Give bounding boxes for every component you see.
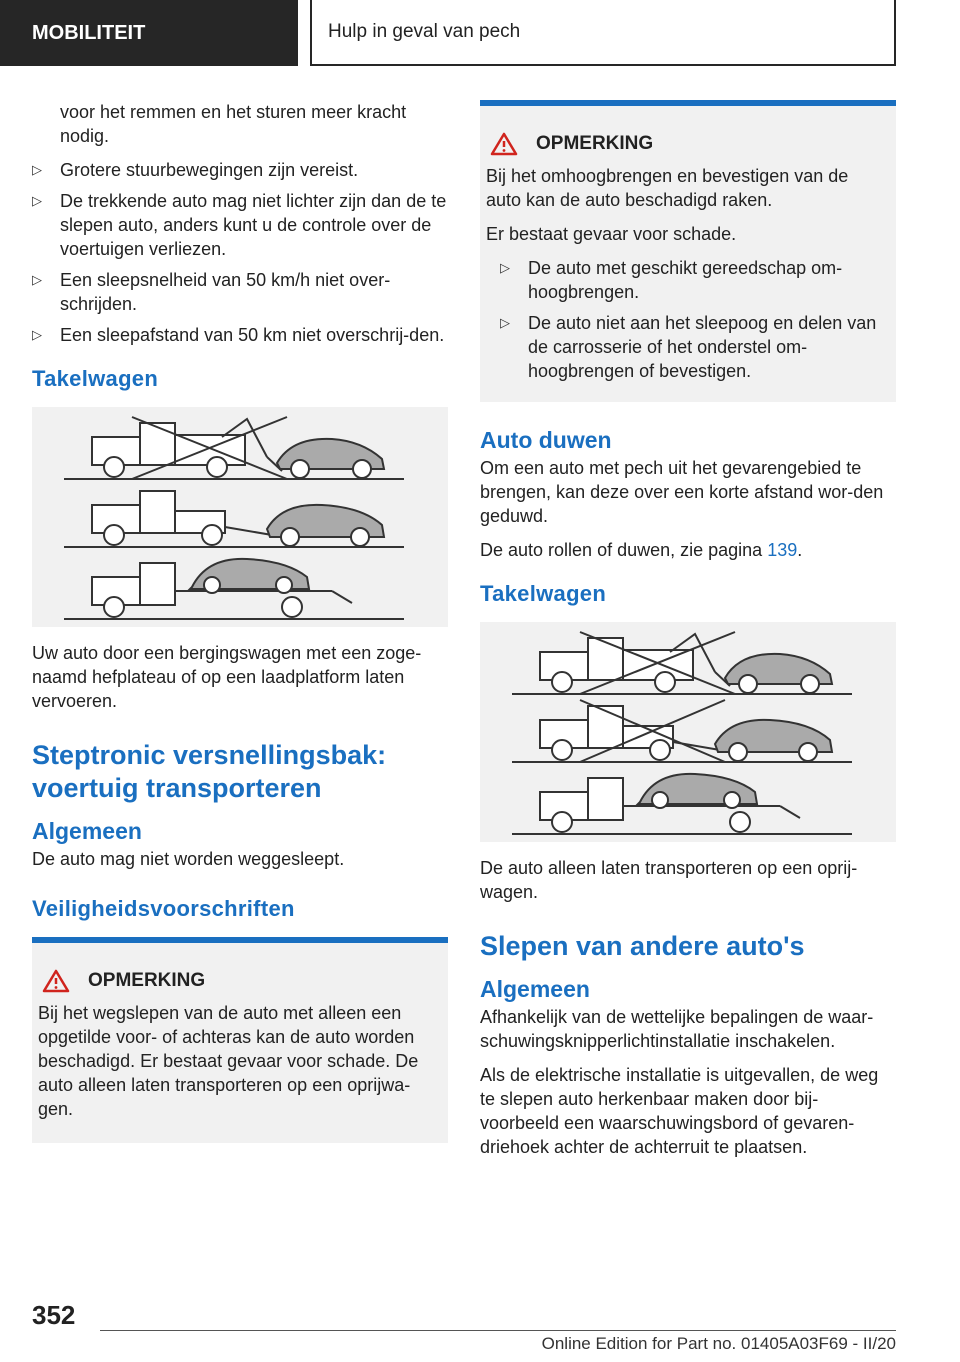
intro-text: voor het remmen en het sturen meer kracht nodig. [60,102,407,146]
warning-box [32,937,448,1143]
page-number: 352 [32,1300,76,1330]
chapter-heading: Slepen van andere auto's [480,931,805,961]
subsection-heading: Auto duwen [480,427,612,453]
triangle-bullet-icon: ▷ [32,327,42,342]
footer-edition: Online Edition for Part no. 01405A03F69 - II/20 [541,1334,896,1353]
auto-duwen-text: Om een auto met pech uit het gevarengebied te brengen, kan deze over een korte afstand wor-den geduwd. [480,458,884,526]
warning-title: OPMERKING [38,969,440,993]
header-section: MOBILITEIT [0,0,298,66]
list-item: ▷ De auto niet aan het sleepoog en delen van de carrosserie of het onderstel om-hoogbrengen of bevestigen. [500,313,877,381]
triangle-bullet-icon: ▷ [32,193,42,208]
right-column [480,100,896,1169]
takelwagen-text: Uw auto door een bergingswagen met een zoge-naamd hefplateau of op een laadplatform laten vervoeren. [32,643,422,711]
tow-truck-illustration-svg [32,407,448,627]
triangle-bullet-icon: ▷ [500,315,510,330]
subsection-heading: Algemeen [32,818,142,844]
warning-title: OPMERKING [486,132,888,156]
footer-divider [100,1330,896,1331]
warning-text: Bij het wegslepen van de auto met alleen een opgetilde voor- of achteras kan de auto worden beschadigd. Er bestaat gevaar voor schade. De auto alleen laten transporteren op een oprijwa-gen. [38,1003,419,1119]
warning-text: Bij het omhoogbrengen en bevestigen van de auto kan de auto beschadigd raken. [486,166,849,210]
warning-box [480,100,896,402]
list-item: ▷ De trekkende auto mag niet lichter zijn dan de te slepen auto, anders kunt u de controle over de voertuigen verliezen. [32,191,447,259]
left-column [32,100,448,1143]
takelwagen-text: De auto alleen laten transporteren op een oprij-wagen. [480,858,858,902]
triangle-bullet-icon: ▷ [32,272,42,287]
algemeen-text: Als de elektrische installatie is uitgevallen, de weg te slepen auto herkenbaar maken door bij-voorbeeld een waarschuwingsbord of gevaren-driehoek achter de achterruit te plaatsen. [480,1065,879,1157]
algemeen-text: De auto mag niet worden weggesleept. [32,849,345,869]
page-link[interactable]: 139 [767,540,798,560]
section-heading: Veiligheidsvoorschriften [32,896,295,921]
tow-truck-illustration [32,407,448,627]
warning-triangle-icon [42,969,70,993]
algemeen-text: Afhankelijk van de wettelijke bepalingen de waar-schuwingsknipperlichtinstallatie inschakelen. [480,1007,874,1051]
list-item: ▷ Een sleepafstand van 50 km niet overschrij-den. [32,325,445,345]
list-item: ▷ Grotere stuurbewegingen zijn vereist. [32,160,359,180]
header-title: Hulp in geval van pech [310,0,896,66]
auto-rollen-text: De auto rollen of duwen, zie pagina 139. [480,540,803,560]
triangle-bullet-icon: ▷ [500,260,510,275]
section-heading: Takelwagen [480,581,607,606]
subsection-heading: Algemeen [480,976,590,1002]
list-item: ▷ Een sleepsnelheid van 50 km/h niet over-schrijden. [32,270,391,314]
tow-truck-illustration [480,622,896,842]
chapter-heading: Steptronic versnellingsbak: voertuig transporteren [32,740,387,803]
list-item: ▷ De auto met geschikt gereedschap om-hoogbrengen. [500,258,843,302]
warning-triangle-icon [490,132,518,156]
triangle-bullet-icon: ▷ [32,162,42,177]
section-heading: Takelwagen [32,366,159,391]
tow-truck-illustration-svg [480,622,896,842]
warning-text: Er bestaat gevaar voor schade. [486,224,737,244]
